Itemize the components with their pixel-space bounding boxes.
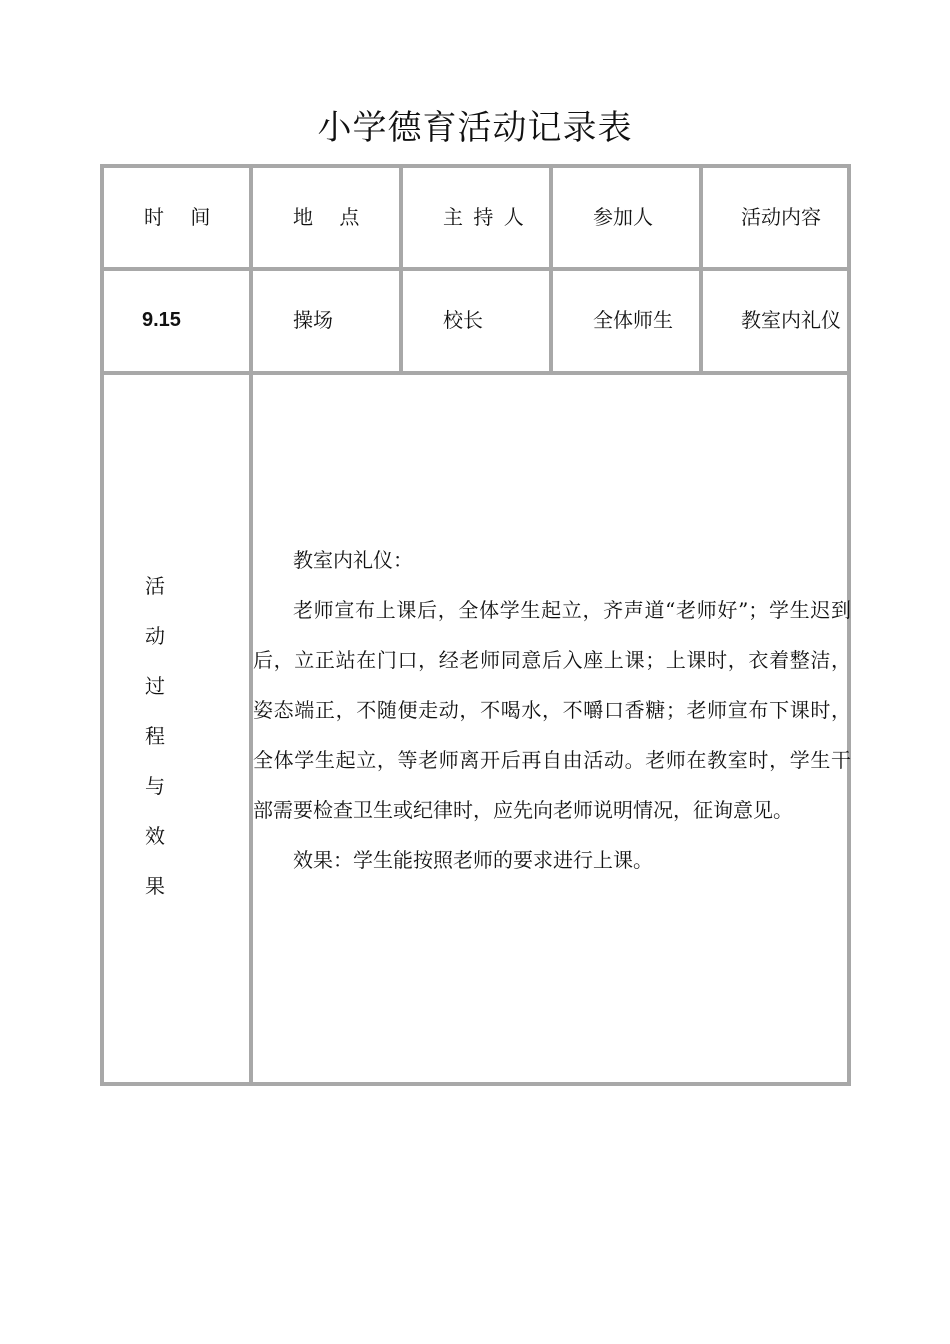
row-cell-time bbox=[102, 269, 251, 373]
effect-paragraph: 效果：学生能按照老师的要求进行上课。 bbox=[293, 848, 653, 872]
header-content: 活动内容 bbox=[741, 205, 821, 229]
activity-record-table bbox=[100, 164, 851, 1086]
place-value: 操场 bbox=[293, 308, 333, 332]
process-label-cell bbox=[102, 373, 251, 1084]
process-content-cell bbox=[251, 373, 849, 1084]
process-label-char: 活 bbox=[145, 574, 165, 598]
content-heading: 教室内礼仪： bbox=[293, 548, 413, 572]
header-place: 地 点 bbox=[293, 205, 360, 229]
row-cell-place bbox=[251, 269, 401, 373]
document-title: 小学德育活动记录表 bbox=[317, 108, 633, 148]
host-value: 校长 bbox=[443, 308, 483, 332]
row-cell-content bbox=[701, 269, 849, 373]
process-content bbox=[253, 535, 851, 885]
participants-value: 全体师生 bbox=[593, 308, 673, 332]
header-time: 时 间 bbox=[144, 205, 211, 229]
process-label-char: 动 bbox=[145, 624, 165, 648]
header-cell-content bbox=[701, 166, 849, 269]
header-host: 主 持 人 bbox=[443, 205, 524, 229]
header-participants: 参加人 bbox=[593, 205, 653, 229]
process-effect-label bbox=[144, 561, 166, 911]
content-value: 教室内礼仪 bbox=[741, 308, 841, 332]
header-cell-participants bbox=[551, 166, 701, 269]
row-cell-participants bbox=[551, 269, 701, 373]
process-label-char: 过 bbox=[145, 674, 165, 698]
header-cell-host bbox=[401, 166, 551, 269]
process-label-char: 果 bbox=[145, 874, 165, 898]
header-cell-place bbox=[251, 166, 401, 269]
process-label-char: 与 bbox=[145, 774, 165, 798]
header-cell-time bbox=[102, 166, 251, 269]
process-label-char: 程 bbox=[145, 724, 165, 748]
time-value: 9.15 bbox=[142, 309, 181, 331]
process-label-char: 效 bbox=[145, 824, 165, 848]
row-cell-host bbox=[401, 269, 551, 373]
content-paragraph: 老师宣布上课后，全体学生起立，齐声道“老师好”；学生迟到后，立正站在门口，经老师同意后入座上课；上课时，衣着整洁，姿态端正，不随便走动，不喝水，不嚼口香糖；老师宣布下课时，全体学生起立，等老师离开后再自由活动。老师在教室时，学生干部需要检查卫生或纪律时，应先向老师说明情况，征询意见。 bbox=[253, 598, 851, 822]
